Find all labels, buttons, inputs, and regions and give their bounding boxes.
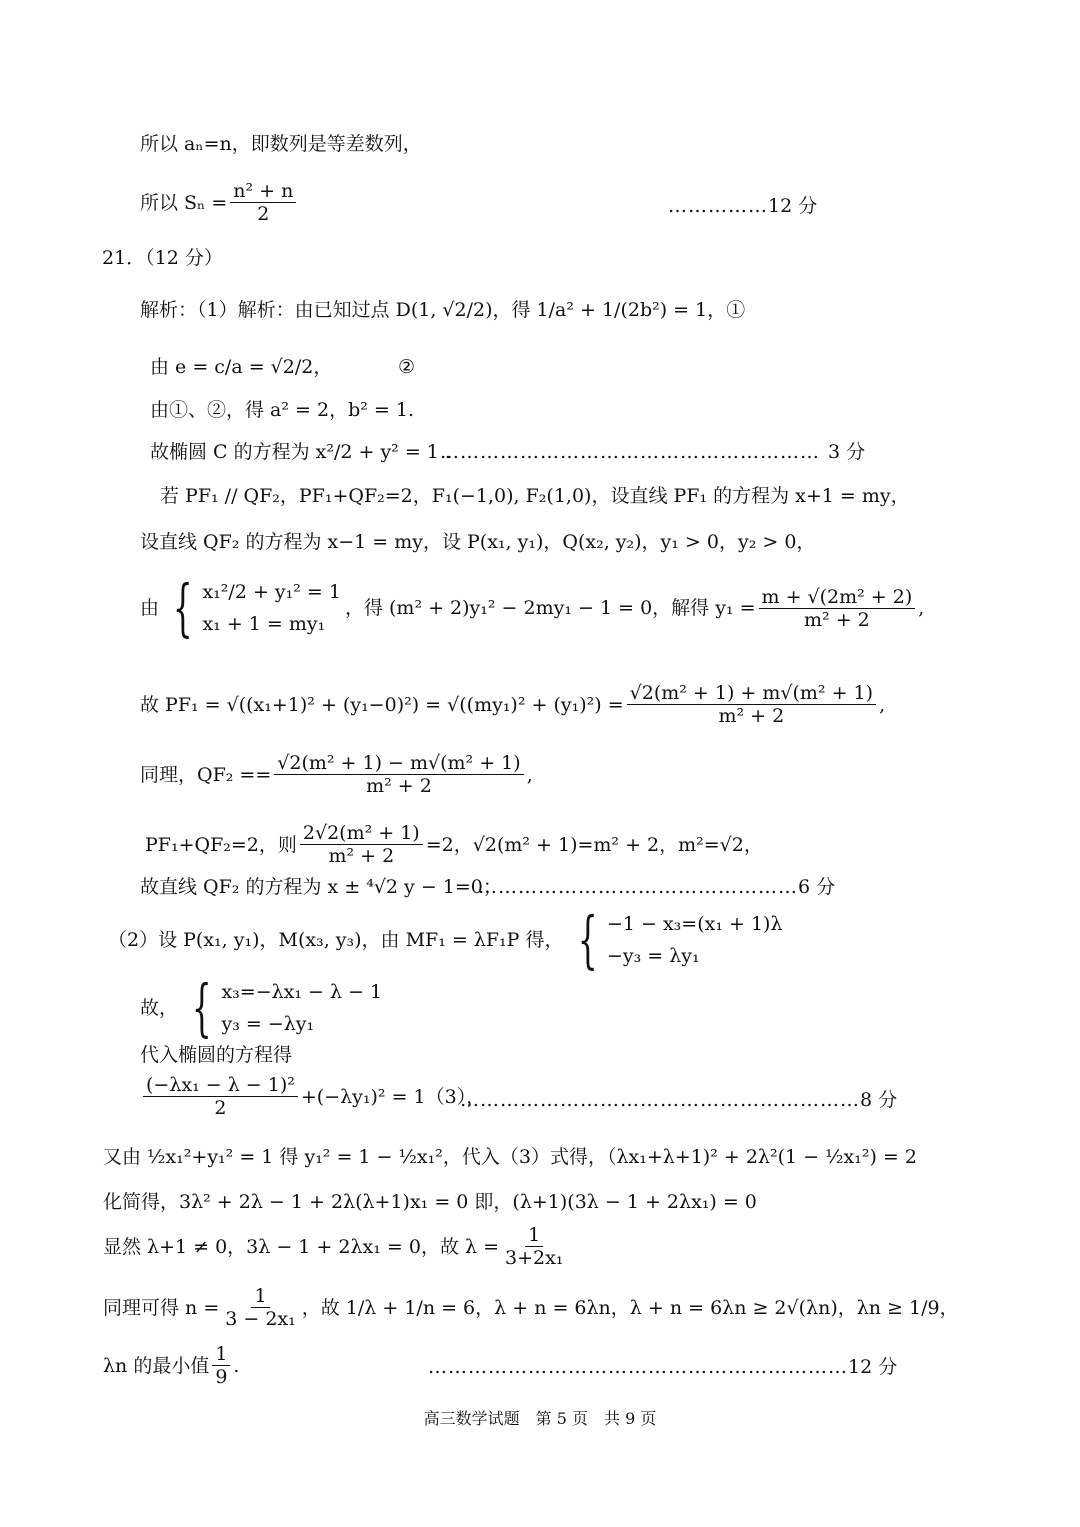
text: 同理可得 n =	[103, 1296, 220, 1319]
fraction	[300, 822, 423, 867]
dot-leader: …………………………………………………	[440, 441, 820, 463]
denominator: 3 − 2x₁	[225, 1308, 296, 1330]
score-label: 6 分	[798, 876, 836, 898]
text: 故椭圆 C 的方程为	[150, 441, 310, 463]
line-pf1-length: 故 PF₁ = √((x₁+1)² + (y₁−0)²) = √((my₁)² + (y₁)²) = $\frac{\text{√2(m² + 1) + m√(m² + 1)}}{\text{m² + 2}}$ ,	[140, 682, 886, 727]
equation-1: 1/a² + 1/(2b²) = 1	[536, 299, 708, 321]
fraction	[627, 682, 876, 727]
system-row-2: y₃ = −λy₁	[221, 1013, 315, 1035]
text: 由 e = c/a = √2/2，	[150, 356, 333, 378]
line-qf2-length: 同理，QF₂ == $\frac{\text{√2(m² + 1) − m√(m² + 1)}}{\text{m² + 2}}$ ,	[140, 752, 533, 797]
numerator: 2√2(m² + 1)	[300, 822, 423, 845]
score-8	[460, 1088, 897, 1112]
text: ②	[398, 356, 416, 378]
circle-mark-2	[398, 355, 415, 379]
score-3	[440, 440, 865, 464]
dot-leader: ………………………………………………………	[428, 1356, 848, 1378]
dot-leader: …………………………………………	[478, 876, 798, 898]
text: 显然 λ+1 ≠ 0，3λ − 1 + 2λx₁ = 0，故 λ =	[103, 1235, 499, 1258]
text: 若 PF₁ // QF₂，PF₁+QF₂=2，F₁(−1,0), F₂(1,0)，设直线 PF₁ 的方程为 x+1 = my，	[160, 485, 910, 507]
line-simplify	[103, 1190, 757, 1214]
score-label: 3 分	[828, 441, 866, 463]
text: 所以 aₙ=n，即数列是等差数列，	[140, 133, 422, 155]
denominator: m² + 2	[804, 608, 870, 631]
dot-leader: ……………	[668, 195, 768, 217]
text: 化简得，3λ² + 2λ − 1 + 2λ(λ+1)x₁ = 0 即，(λ+1)(3λ − 1 + 2λx₁) = 0	[103, 1191, 757, 1213]
line-qf2-equation	[140, 875, 502, 899]
denominator: 2	[214, 1097, 227, 1119]
line-parallel-condition	[160, 484, 910, 508]
line-equation-3	[140, 1074, 485, 1119]
numerator: 1	[525, 1224, 543, 1247]
system-row-1: −1 − x₃=(x₁ + 1)λ	[606, 913, 783, 935]
numerator: m + √(2m² + 2)	[759, 586, 916, 609]
dot-leader: ……………………………………………………	[460, 1089, 860, 1111]
fraction	[274, 752, 523, 797]
numerator: 1	[251, 1285, 269, 1308]
line-analysis-start	[140, 298, 745, 322]
line-system-solve: 由 { x₁²/2 + y₁² = 1 x₁ + 1 = my₁ ，得 (m² + 2)y₁² − 2my₁ − 1 = 0，解得 y₁ = $\frac{\text{m + √(2m² + 2)}}{\text{m² + 2}}$ ,	[140, 571, 925, 644]
text: （2）设 P(x₁, y₁)，M(x₃, y₃)，由 MF₁ = λF₁P 得，	[108, 929, 564, 951]
fraction	[143, 1074, 298, 1119]
system-row-1: x₁²/2 + y₁² = 1	[202, 581, 341, 603]
fraction	[222, 1285, 299, 1330]
text: =2，√2(m² + 1)=m² + 2，m²=√2，	[425, 833, 763, 856]
score-label: 12 分	[848, 1356, 898, 1378]
equation-system	[182, 971, 383, 1044]
system-row-1: x₃=−λx₁ − λ − 1	[221, 981, 383, 1003]
line-therefore-system	[140, 971, 386, 1044]
text: .	[233, 1354, 240, 1377]
brace-icon: {	[577, 903, 598, 976]
fraction	[759, 586, 916, 631]
text: ，得 (m² + 2)y₁² − 2my₁ − 1 = 0，解得 y₁ =	[344, 597, 756, 619]
denominator: m² + 2	[328, 845, 395, 867]
denominator: 9	[215, 1366, 228, 1388]
brace-icon: {	[191, 971, 212, 1044]
score-12-b	[428, 1355, 897, 1379]
circle-mark-1: ，①	[707, 299, 746, 321]
line-eccentricity	[150, 355, 332, 379]
numerator: n² + n	[230, 180, 296, 203]
text: 由	[140, 597, 160, 619]
numerator: 1	[212, 1343, 230, 1366]
numerator: √2(m² + 1) − m√(m² + 1)	[274, 752, 523, 775]
text: PF₁+QF₂=2，则	[145, 833, 297, 856]
line-sum-condition	[145, 822, 763, 867]
denominator: m² + 2	[366, 775, 432, 797]
page-footer: 高三数学试题 第 5 页 共 9 页	[423, 1409, 657, 1428]
equation-system	[568, 903, 783, 976]
question-21-heading	[102, 246, 223, 270]
score-6	[478, 875, 835, 899]
text: 21．（12 分）	[102, 247, 223, 269]
denominator: 3+2x₁	[505, 1247, 564, 1269]
system-row-2: x₁ + 1 = my₁	[202, 613, 326, 635]
denominator: 2	[257, 203, 270, 225]
point-d: D(1, √2/2)	[395, 299, 493, 321]
text: 代入椭圆的方程得	[140, 1044, 293, 1066]
line-part2-setup	[108, 903, 787, 976]
fraction	[212, 1343, 230, 1388]
fraction	[502, 1224, 566, 1269]
system-row-2: −y₃ = λy₁	[606, 945, 700, 967]
text: 故直线 QF₂ 的方程为 x ± ⁴√2 y − 1=0；	[140, 876, 502, 898]
text: ，故 1/λ + 1/n = 6，λ + n = 6λn，λ + n = 6λn ≥ 2√(λn)，λn ≥ 1/9，	[301, 1296, 959, 1319]
text: 所以 Sₙ =	[140, 191, 228, 214]
line-a2-b2	[150, 398, 414, 422]
text: 设直线 QF₂ 的方程为 x−1 = my，设 P(x₁, y₁)，Q(x₂, y₂)，y₁ > 0，y₂ > 0，	[140, 531, 816, 553]
numerator: (−λx₁ − λ − 1)²	[143, 1074, 298, 1097]
text: 故 PF₁ = √((x₁+1)² + (y₁−0)²) = √((my₁)² + (y₁)²) =	[140, 693, 624, 716]
line-an-arithmetic	[140, 132, 422, 156]
text: 又由 ½x₁²+y₁² = 1 得 y₁² = 1 − ½x₁²，代入（3）式得，（λx₁+λ+1)² + 2λ²(1 − ½x₁²) = 2	[103, 1146, 917, 1168]
line-substitute	[140, 1043, 292, 1067]
denominator: m² + 2	[718, 705, 785, 727]
score-12-a	[668, 194, 817, 218]
brace-icon: {	[172, 571, 193, 644]
text: 解析：（1）解析：由已知过点	[140, 299, 390, 321]
text: +(−λy₁)² = 1（3），	[300, 1085, 486, 1108]
line-sn-formula	[140, 180, 299, 225]
score-label: 12 分	[768, 195, 818, 217]
text: 同理，QF₂ ==	[140, 763, 272, 786]
text: 故，	[140, 997, 179, 1019]
line-lambda	[103, 1224, 569, 1269]
line-line-qf2	[140, 530, 815, 554]
line-ellipse-equation	[150, 440, 451, 464]
text: 由①、②，得 a² = 2，b² = 1.	[150, 399, 414, 421]
score-label: 8 分	[860, 1089, 898, 1111]
line-minimum	[103, 1343, 239, 1388]
fraction	[230, 180, 296, 225]
line-n-value	[103, 1285, 959, 1330]
text: λn 的最小值	[103, 1354, 210, 1377]
numerator: √2(m² + 1) + m√(m² + 1)	[627, 682, 876, 705]
ellipse-equation: x²/2 + y² = 1 .	[315, 441, 451, 463]
text: ，得	[492, 299, 531, 321]
line-substitute-3	[103, 1145, 917, 1169]
equation-system	[163, 571, 341, 644]
